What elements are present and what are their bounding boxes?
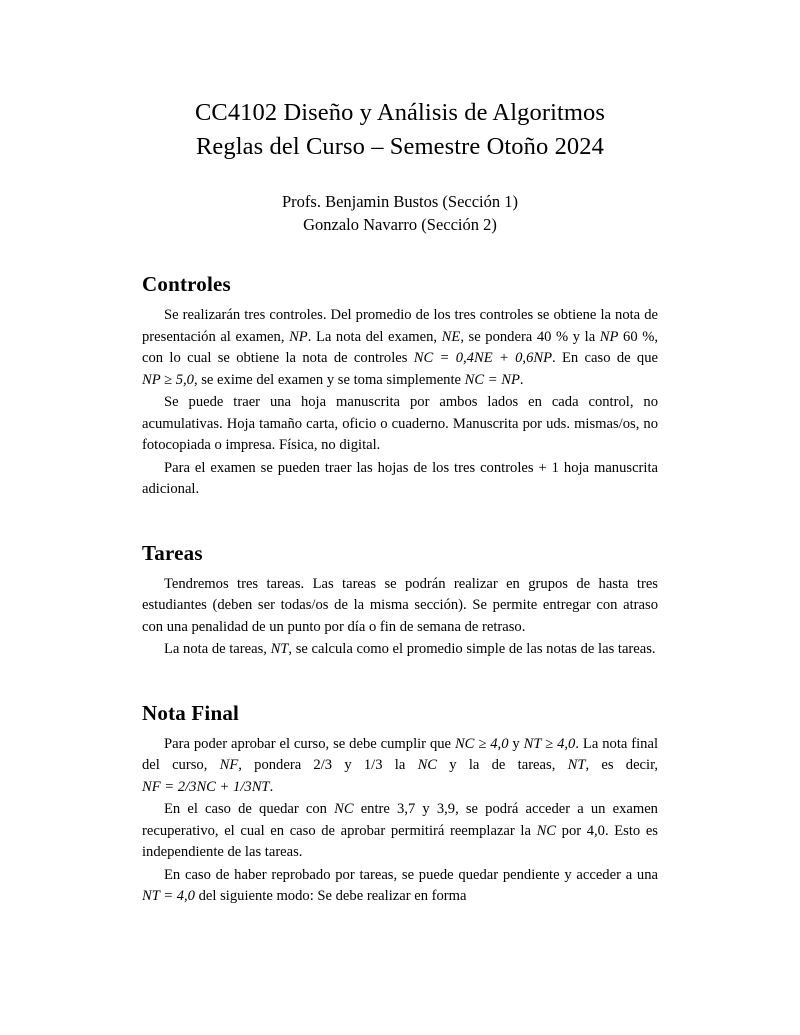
section-body-nota-final: [142, 734, 658, 908]
math-expression: NC = NP: [464, 371, 520, 388]
paragraph: Para el examen se pueden traer las hojas de los tres controles + 1 hoja manuscrita adicional.: [142, 459, 658, 497]
math-expression: NT ≥ 4,0: [523, 735, 576, 752]
paragraph: La nota de tareas, NT, se calcula como el promedio simple de las notas de las tareas.: [164, 641, 656, 657]
document-title: [142, 96, 658, 164]
math-expression: NP ≥ 5,0: [142, 371, 194, 388]
title-line-1: CC4102 Diseño y Análisis de Algoritmos: [194, 99, 606, 126]
math-expression: NF = 2/3NC + 1/3NT: [142, 778, 270, 795]
section-heading-nota-final: Nota Final: [142, 700, 240, 725]
section-heading-controles: Controles: [142, 272, 231, 296]
math-expression: NC = 0,4NE + 0,6NP: [413, 350, 553, 366]
section-body-tareas: [142, 574, 658, 661]
paragraph: Tendremos tres tareas. Las tareas se podrán realizar en grupos de hasta tres estudiantes (deben ser todas/os de la misma sección). Se permite entregar con atraso con una penalidad de un punto por día o fin de semana de retraso.: [142, 575, 658, 635]
paragraph: En el caso de quedar con NC entre 3,7 y 3,9, se podrá acceder a un examen recuperativo, el cual en caso de aprobar permitirá reemplazar la NC por 4,0. Esto es independiente de las tareas.: [142, 801, 658, 860]
math-expression: NC: [536, 822, 557, 839]
section-body-controles: [142, 305, 658, 501]
math-expression: NP: [289, 328, 308, 345]
math-expression: NE: [441, 328, 461, 345]
paragraph: En caso de haber reprobado por tareas, se puede quedar pendiente y acceder a una NT = 4,0 del siguiente modo: Se debe realizar en forma: [142, 866, 658, 904]
document-authors: [142, 190, 658, 236]
math-expression: NP: [599, 328, 619, 345]
paragraph: Para poder aprobar el curso, se debe cumplir que NC ≥ 4,0 y NT ≥ 4,0. La nota final del curso, NF, pondera 2/3 y 1/3 la NC y la de tareas, NT, es decir, NF = 2/3NC + 1/3NT.: [142, 735, 659, 795]
section-heading-tareas: Tareas: [142, 540, 203, 565]
math-expression: NT: [270, 641, 289, 657]
paragraph: Se realizarán tres controles. Del promedio de los tres controles se obtiene la nota de presentación al examen, NP. La nota del examen, NE, se pondera 40 % y la NP 60 %, con lo cual se obtiene la nota de controles NC = 0,4NE + 0,6NP. En caso de que NP ≥ 5,0, se exime del examen y se toma simplemente NC = NP.: [142, 307, 659, 388]
math-expression: NT: [567, 757, 586, 773]
author-line-2: Gonzalo Navarro (Sección 2): [303, 215, 497, 234]
math-expression: NT = 4,0: [142, 888, 195, 904]
math-expression: NC: [334, 801, 354, 817]
math-expression: NC: [417, 757, 438, 773]
author-line-1: Profs. Benjamin Bustos (Sección 1): [281, 192, 519, 211]
paragraph: Se puede traer una hoja manuscrita por ambos lados en cada control, no acumulativas. Hoja tamaño carta, oficio o cuaderno. Manuscrita por uds. mismas/os, no fotocopiada o impresa. Física, no digital.: [142, 394, 658, 453]
document-body: [142, 272, 658, 908]
math-expression: NC ≥ 4,0: [454, 735, 509, 752]
title-line-2: Reglas del Curso – Semestre Otoño 2024: [195, 133, 604, 160]
math-expression: NF: [219, 757, 239, 773]
